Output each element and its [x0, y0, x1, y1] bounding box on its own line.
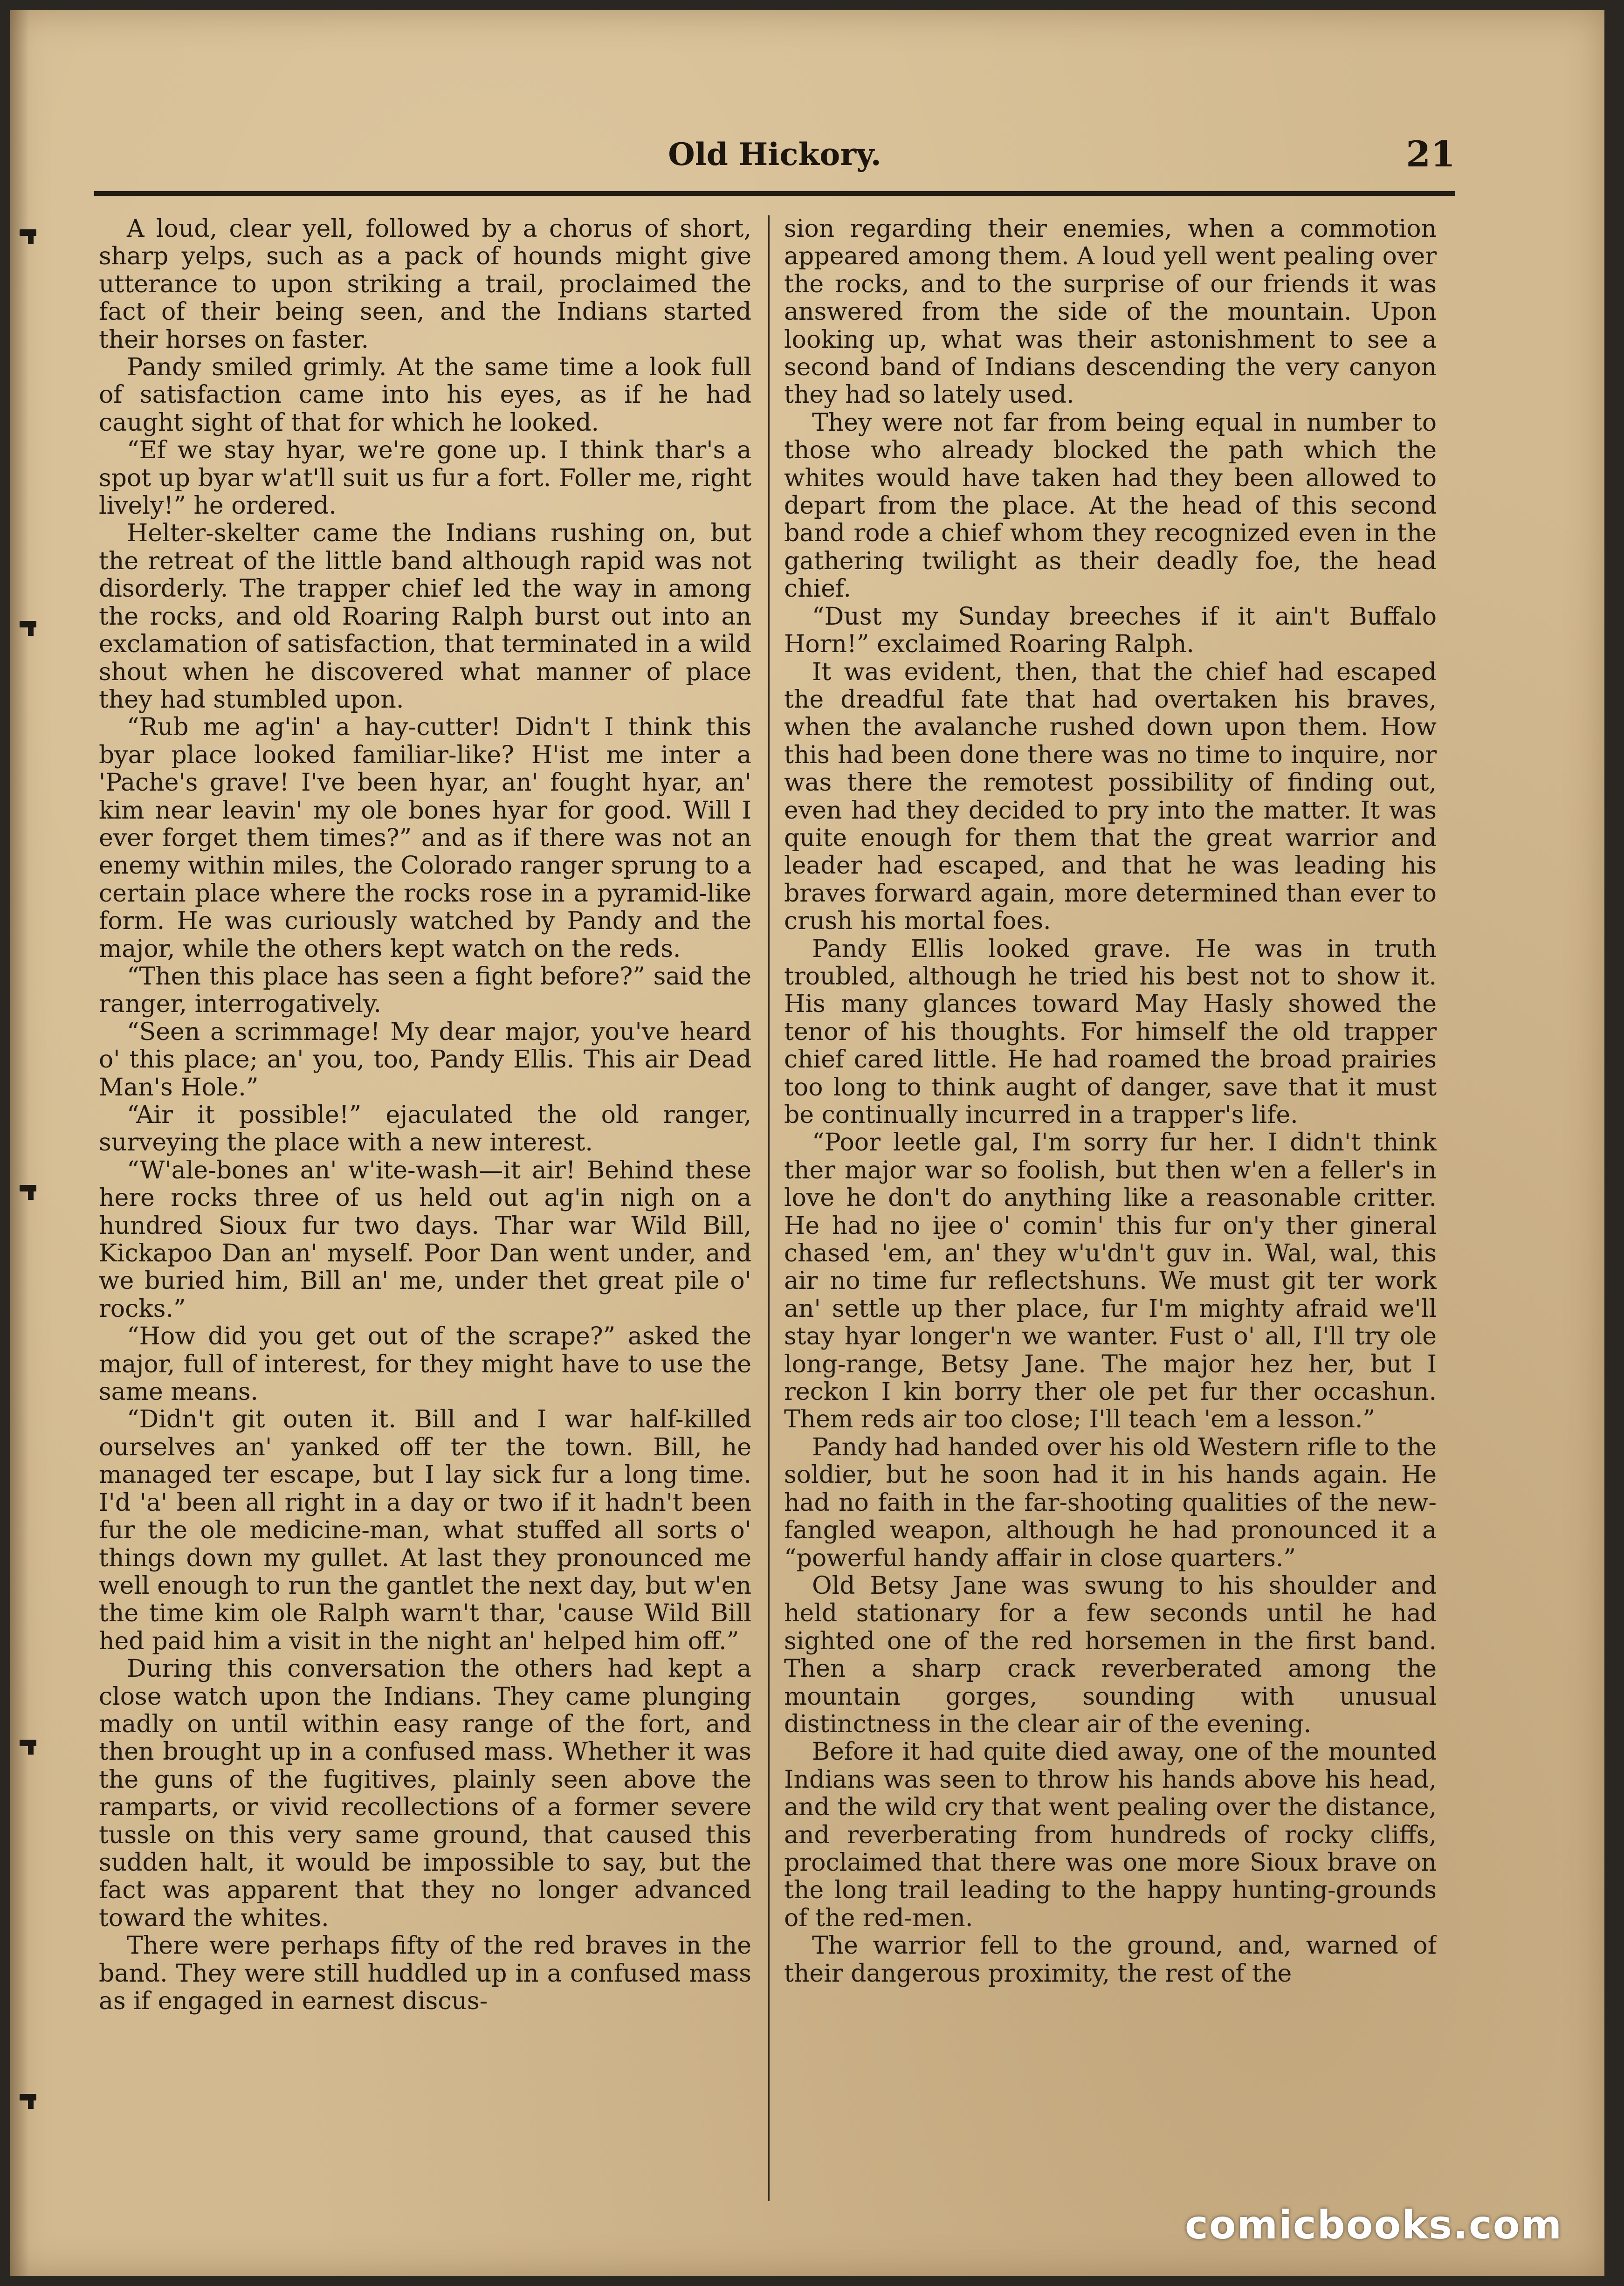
paragraph: “Dust my Sunday breeches if it ain't Buffalo Horn!” exclaimed Roaring Ralph. — [784, 602, 1437, 659]
paragraph: Pandy Ellis looked grave. He was in truth troubled, although he tried his best not to show it. His many glances toward May Hasly showed the tenor of his thoughts. For himself the old trapper chief cared little. He had roamed the broad prairies too long to think aught of danger, save that it must be continually incurred in a trapper's life. — [784, 935, 1437, 1129]
page-title: Old Hickory. — [668, 136, 881, 172]
running-header — [94, 127, 1455, 187]
paragraph: It was evident, then, that the chief had escaped the dreadful fate that had overtaken his braves, when the avalanche rushed down upon them. How this had been done there was no time to inquire, nor was there the remotest possibility of finding out, even had they decided to pry into the matter. It was quite enough for them that the great warrior and leader had escaped, and that he was leading his braves forward again, more determined than ever to crush his mortal foes. — [784, 658, 1437, 936]
paragraph: “Rub me ag'in' a hay-cutter! Didn't I think this byar place looked familiar-like? H'ist me inter a 'Pache's grave! I've been hyar, an' fought hyar, an' kim near leavin' my ole bones hyar for good. Will I ever forget them times?” and as if there was not an enemy within miles, the Colorado ranger sprung to a certain place where the rocks rose in a pyramid-like form. He was curiously watched by Pandy and the major, while the others kept watch on the reds. — [99, 713, 751, 963]
paragraph: During this conversation the others had kept a close watch upon the Indians. They came plunging madly on until within easy range of the fort, and then brought up in a confused mass. Whether it was the guns of the fugitives, plainly seen above the ramparts, or vivid recollections of a former severe tussle on this very same ground, that caused this sudden halt, it would be impossible to say, but the fact was apparent that they no longer advanced toward the whites. — [99, 1655, 751, 1932]
binding-tab-icon — [20, 229, 36, 236]
paragraph: “How did you get out of the scrape?” asked the major, full of interest, for they might have to use the same means. — [99, 1322, 751, 1406]
paragraph: “Ef we stay hyar, we're gone up. I think thar's a spot up byar w'at'll suit us fur a fort. Foller me, right lively!” he ordered. — [99, 436, 751, 520]
paragraph: “Poor leetle gal, I'm sorry fur her. I didn't think ther major war so foolish, but then w'en a feller's in love he don't do anything like a reasonable critter. He had no ijee o' comin' this fur on'y ther gineral chased 'em, an' they w'u'dn't guv in. Wal, wal, this air no time fur reflectshuns. We must git ter work an' settle up ther place, fur I'm mighty afraid we'll stay hyar longer'n we wanter. Fust o' all, I'll try ole long-range, Betsy Jane. The major hez her, but I reckon I kin borry ther ole pet fur ther occashun. Them reds air too close; I'll teach 'em a lesson.” — [784, 1129, 1437, 1434]
page-number: 21 — [1406, 133, 1455, 175]
paragraph: “Didn't git outen it. Bill and I war half-killed ourselves an' yanked off ter the town. Bill, he managed ter escape, but I lay sick fur a long time. I'd 'a' been all right in a day or two if it hadn't been fur the ole medicine-man, what stuffed all sorts o' things down my gullet. At last they pronounced me well enough to run the gantlet the next day, but w'en the time kim ole Ralph warn't thar, 'cause Wild Bill hed paid him a visit in the night an' helped him off.” — [99, 1405, 751, 1655]
binding-tab-icon — [20, 1185, 36, 1191]
binding-shadow — [10, 10, 29, 2276]
paragraph: “Seen a scrimmage! My dear major, you've heard o' this place; an' you, too, Pandy Ellis. This air Dead Man's Hole.” — [99, 1018, 751, 1102]
paragraph: “W'ale-bones an' w'ite-wash—it air! Behind these here rocks three of us held out ag'in nigh on a hundred Sioux fur two days. Thar war Wild Bill, Kickapoo Dan an' myself. Poor Dan went under, and we buried him, Bill an' me, under thet great pile o' rocks.” — [99, 1156, 751, 1323]
paragraph: “Air it possible!” ejaculated the old ranger, surveying the place with a new interest. — [99, 1101, 751, 1157]
paragraph: Pandy had handed over his old Western rifle to the soldier, but he soon had it in his hands again. He had no faith in the far-shooting qualities of the new-fangled weapon, although he had pronounced it a “powerful handy affair in close quarters.” — [784, 1433, 1437, 1572]
paragraph: Pandy smiled grimly. At the same time a look full of satisfaction came into his eyes, as if he had caught sight of that for which he looked. — [99, 353, 751, 437]
header-rule — [94, 191, 1455, 196]
paragraph: There were perhaps fifty of the red braves in the band. They were still huddled up in a confused mass as if engaged in earnest discus- — [99, 1932, 751, 2015]
paragraph: Helter-skelter came the Indians rushing on, but the retreat of the little band although rapid was not disorderly. The trapper chief led the way in among the rocks, and old Roaring Ralph burst out into an exclamation of satisfaction, that terminated in a wild shout when he discovered what manner of place they had stumbled upon. — [99, 519, 751, 714]
binding-tab-icon — [20, 621, 36, 627]
column-divider — [768, 215, 770, 2201]
right-column — [784, 215, 1437, 2206]
paragraph: A loud, clear yell, followed by a chorus of short, sharp yelps, such as a pack of hounds might give utterance to upon striking a trail, proclaimed the fact of their being seen, and the Indians started their horses on faster. — [99, 215, 751, 354]
paragraph: “Then this place has seen a fight before?” said the ranger, interrogatively. — [99, 962, 751, 1019]
paragraph: They were not far from being equal in number to those who already blocked the path which the whites would have taken had they been allowed to depart from the place. At the head of this second band rode a chief whom they recognized even in the gathering twilight as their deadly foe, the head chief. — [784, 408, 1437, 603]
page — [10, 10, 1604, 2276]
paragraph: Before it had quite died away, one of the mounted Indians was seen to throw his hands above his head, and the wild cry that went pealing over the distance, and reverberating from hundreds of rocky cliffs, proclaimed that there was one more Sioux brave on the long trail leading to the happy hunting-grounds of the red-men. — [784, 1738, 1437, 1932]
watermark: comicbooks.com — [1185, 2202, 1562, 2248]
left-column — [99, 215, 751, 2206]
paragraph: The warrior fell to the ground, and, warned of their dangerous proximity, the rest of the — [784, 1932, 1437, 1988]
binding-tab-icon — [20, 2094, 36, 2100]
binding-tab-icon — [20, 1740, 36, 1746]
paragraph: sion regarding their enemies, when a commotion appeared among them. A loud yell went pealing over the rocks, and to the surprise of our friends it was answered from the side of the mountain. Upon looking up, what was their astonishment to see a second band of Indians descending the very canyon they had so lately used. — [784, 215, 1437, 409]
paragraph: Old Betsy Jane was swung to his shoulder and held stationary for a few seconds until he had sighted one of the red horsemen in the first band. Then a sharp crack reverberated among the mountain gorges, sounding with unusual distinctness in the clear air of the evening. — [784, 1571, 1437, 1738]
